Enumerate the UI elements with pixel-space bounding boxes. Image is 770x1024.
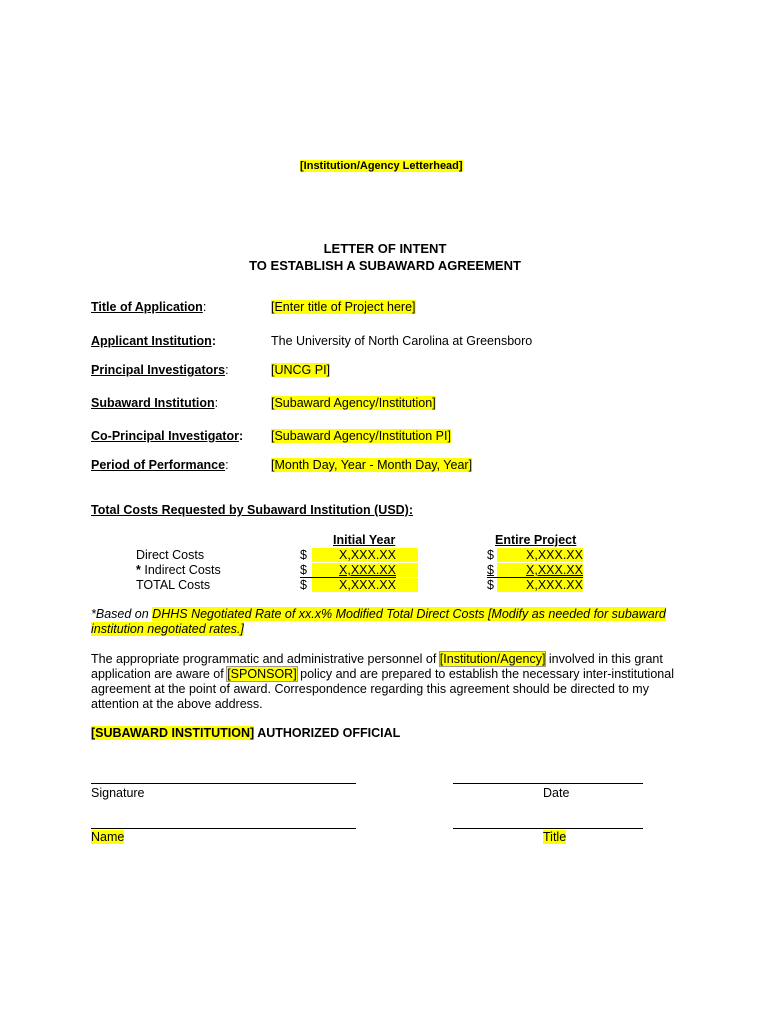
field-label: Applicant Institution <box>91 334 212 348</box>
subaward-institution-placeholder: [SUBAWARD INSTITUTION] <box>91 726 255 740</box>
rate-footnote-line2: institution negotiated rates.] <box>91 622 244 636</box>
field-label: Subaward Institution <box>91 396 215 410</box>
document-title-line2: TO ESTABLISH A SUBAWARD AGREEMENT <box>249 258 521 273</box>
title-label: Title <box>543 830 567 844</box>
field-suffix: : <box>211 334 216 348</box>
field-label: Title of Application <box>91 300 203 314</box>
paragraph-text: application are aware of <box>91 667 228 681</box>
currency-symbol: $ <box>300 563 307 577</box>
footnote-prefix: *Based on <box>91 607 153 621</box>
rate-footnote-line1 <box>91 607 666 621</box>
cost-row-label: TOTAL Costs <box>136 578 211 592</box>
cost-value-text: X,XXX.XX <box>526 563 583 577</box>
paragraph-line2 <box>91 667 674 681</box>
cost-row-label: Direct Costs <box>136 548 205 562</box>
document-title-line1: LETTER OF INTENT <box>323 241 447 256</box>
currency-symbol: $ <box>300 548 307 562</box>
currency-symbol: $ <box>300 578 307 592</box>
name-line <box>91 828 356 829</box>
date-label: Date <box>543 786 570 800</box>
footnote-highlight: DHHS Negotiated Rate of xx.x% Modified Total Direct Costs [Modify as needed for subaward <box>152 607 666 621</box>
cost-row-label: Indirect Costs <box>144 563 221 577</box>
field-label-wrap <box>91 334 216 348</box>
cost-initial-value <box>312 578 418 592</box>
cost-row-label-wrap <box>136 563 221 577</box>
cost-initial-value <box>312 563 418 577</box>
paragraph-text: The appropriate programmatic and administrative personnel of <box>91 652 440 666</box>
title-line <box>453 828 643 829</box>
col-header-initial-year: Initial Year <box>333 533 396 547</box>
field-label-wrap <box>91 396 218 410</box>
currency-symbol: $ <box>487 578 494 592</box>
field-suffix: : <box>202 300 207 314</box>
paragraph-line1 <box>91 652 663 666</box>
cost-value-text: X,XXX.XX <box>526 578 583 592</box>
field-label-wrap <box>91 429 243 443</box>
cost-entire-value <box>497 563 583 577</box>
letterhead: [Institution/Agency Letterhead] <box>300 160 463 172</box>
field-suffix: : <box>225 363 229 377</box>
field-label: Principal Investigators <box>91 363 226 377</box>
signature-line <box>91 783 356 784</box>
field-value: [Subaward Agency/Institution PI] <box>271 429 451 443</box>
cost-value-text: X,XXX.XX <box>339 548 396 562</box>
field-value: [UNCG PI] <box>271 363 331 377</box>
field-label-wrap <box>91 363 229 377</box>
field-value: [Month Day, Year - Month Day, Year] <box>271 458 473 472</box>
col-header-entire-project: Entire Project <box>495 533 577 547</box>
field-suffix: : <box>225 458 229 472</box>
field-suffix: : <box>214 396 219 410</box>
field-label: Period of Performance <box>91 458 226 472</box>
signature-label: Signature <box>91 786 145 800</box>
paragraph-line4: attention at the above address. <box>91 697 263 711</box>
cost-value-text: X,XXX.XX <box>339 563 396 577</box>
date-line <box>453 783 643 784</box>
cost-entire-value <box>497 578 583 592</box>
institution-placeholder: [Institution/Agency] <box>439 652 546 666</box>
field-value: [Subaward Agency/Institution] <box>271 396 436 410</box>
cost-entire-value <box>497 548 583 562</box>
field-suffix: : <box>238 429 244 443</box>
asterisk: * <box>136 563 145 577</box>
costs-heading: Total Costs Requested by Subaward Institution (USD): <box>91 503 414 517</box>
authorized-official-heading <box>91 726 400 740</box>
currency-symbol: $ <box>487 548 494 562</box>
paragraph-line3: agreement at the point of award. Correspondence regarding this agreement should be directed to my <box>91 682 649 696</box>
field-label-wrap <box>91 458 229 472</box>
field-label: Co-Principal Investigator <box>91 429 239 443</box>
paragraph-text: policy and are prepared to establish the necessary inter-institutional <box>296 667 674 681</box>
field-value: The University of North Carolina at Greensboro <box>271 334 533 348</box>
sponsor-placeholder: [SPONSOR] <box>227 667 297 681</box>
paragraph-text: involved in this grant <box>545 652 663 666</box>
cost-value-text: X,XXX.XX <box>339 578 396 592</box>
currency-symbol: $ <box>487 563 494 577</box>
cost-initial-value <box>312 548 418 562</box>
field-label-wrap <box>91 300 206 314</box>
authorized-official-text: AUTHORIZED OFFICIAL <box>254 726 401 740</box>
field-value: [Enter title of Project here] <box>271 300 416 314</box>
name-label: Name <box>91 830 125 844</box>
cost-value-text: X,XXX.XX <box>526 548 583 562</box>
